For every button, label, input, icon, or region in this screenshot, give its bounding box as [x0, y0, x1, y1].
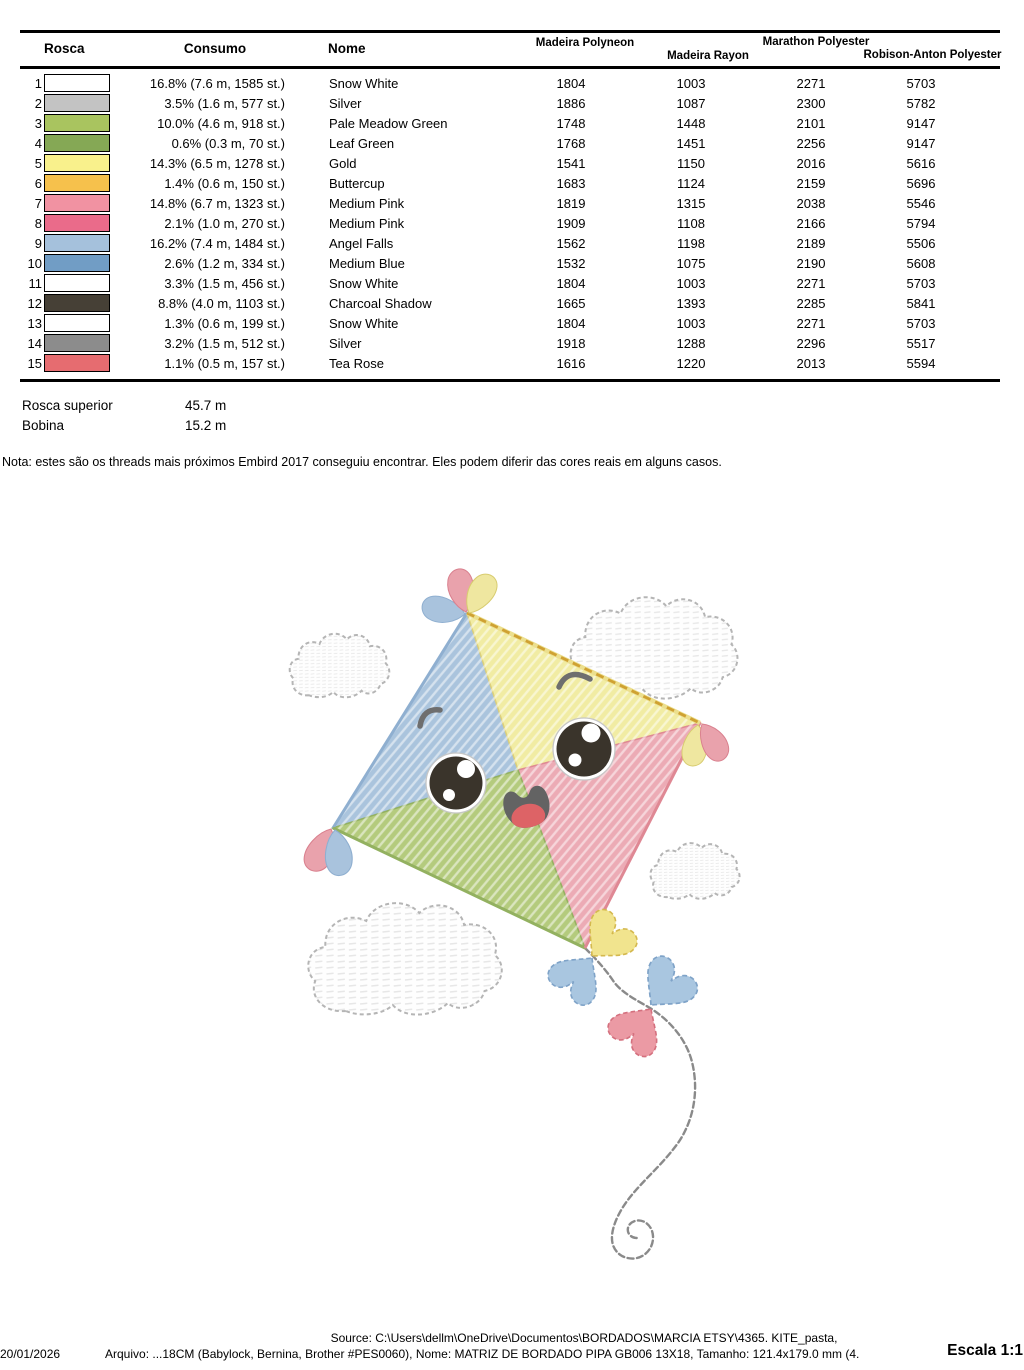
table-row	[20, 333, 1000, 353]
robison-anton-code: 5703	[906, 275, 936, 291]
madeira-rayon-code: 1124	[677, 175, 705, 191]
row-index: 10	[27, 255, 42, 271]
bobina-value: 15.2 m	[185, 417, 227, 433]
madeira-polyneon-code: 1804	[556, 75, 586, 91]
madeira-rayon-code: 1220	[676, 355, 706, 371]
consumo-value: 14.3% (6.5 m, 1278 st.)	[149, 155, 285, 171]
madeira-rayon-code: 1087	[676, 95, 706, 111]
table-header	[20, 30, 1000, 69]
madeira-polyneon-code: 1562	[556, 235, 586, 251]
thread-name: Snow White	[329, 75, 399, 91]
consumo-value: 1.1% (0.5 m, 157 st.)	[164, 355, 285, 371]
table-row	[20, 213, 1000, 233]
table-row	[20, 313, 1000, 333]
table-row	[20, 273, 1000, 293]
thread-name: Gold	[329, 155, 357, 171]
robison-anton-code: 5517	[906, 335, 936, 351]
madeira-polyneon-code: 1665	[556, 295, 586, 311]
thread-name: Buttercup	[329, 175, 385, 191]
table-row	[20, 73, 1000, 93]
madeira-polyneon-code: 1541	[556, 155, 586, 171]
marathon-polyester-code: 2300	[796, 95, 826, 111]
thread-color-swatch	[44, 254, 110, 272]
madeira-polyneon-code: 1909	[556, 215, 586, 231]
thread-color-swatch	[44, 134, 110, 152]
thread-color-swatch	[44, 74, 110, 92]
marathon-polyester-code: 2271	[796, 315, 826, 331]
cloud-right-middle	[650, 843, 739, 899]
robison-anton-code: 5782	[906, 95, 936, 111]
thread-name: Snow White	[329, 315, 399, 331]
madeira-rayon-code: 1288	[676, 335, 706, 351]
thread-color-swatch	[44, 334, 110, 352]
marathon-polyester-code: 2101	[796, 115, 826, 131]
madeira-rayon-code: 1003	[676, 315, 706, 331]
marathon-polyester-code: 2038	[796, 195, 826, 211]
table-row	[20, 133, 1000, 153]
cloud-top-left	[290, 634, 390, 698]
consumo-value: 16.8% (7.6 m, 1585 st.)	[149, 75, 285, 91]
robison-anton-code: 5616	[906, 155, 936, 171]
madeira-rayon-code: 1108	[677, 215, 705, 231]
madeira-rayon-code: 1451	[676, 135, 706, 151]
robison-anton-code: 5506	[906, 235, 936, 251]
summary-bobina	[20, 415, 1000, 435]
madeira-polyneon-code: 1768	[556, 135, 586, 151]
footer-scale: Escala 1:1	[947, 1342, 1023, 1359]
thread-color-swatch	[44, 194, 110, 212]
table-row	[20, 353, 1000, 373]
consumo-value: 0.6% (0.3 m, 70 st.)	[171, 135, 285, 151]
marathon-polyester-code: 2296	[796, 335, 826, 351]
row-index: 2	[34, 95, 42, 111]
footer-date: 20/01/2026	[0, 1347, 61, 1361]
robison-anton-code: 5841	[906, 295, 936, 311]
footer-source-path: Source: C:\Users\dellm\OneDrive\Documentos\BORDADOS\MARCIA ETSY\4365. KITE_pasta,	[330, 1331, 838, 1345]
thread-color-swatch	[44, 274, 110, 292]
madeira-polyneon-code: 1886	[556, 95, 586, 111]
footer-file-info: Arquivo: ...18CM (Babylock, Bernina, Brother #PES0060), Nome: MATRIZ DE BORDADO PIPA GB006 13X18, Tamanho: 121.4x179.0 mm (4.	[105, 1347, 860, 1361]
thread-name: Medium Pink	[329, 195, 405, 211]
row-index: 15	[27, 355, 42, 371]
thread-color-swatch	[44, 234, 110, 252]
right-eye	[553, 718, 615, 780]
consumo-value: 1.3% (0.6 m, 199 st.)	[164, 315, 285, 331]
madeira-rayon-code: 1075	[676, 255, 706, 271]
row-index: 11	[28, 275, 42, 291]
left-eye	[426, 753, 486, 813]
rosca-superior-value: 45.7 m	[185, 397, 227, 413]
thread-name: Angel Falls	[329, 235, 394, 251]
robison-anton-code: 5703	[906, 75, 936, 91]
header-consumo: Consumo	[183, 41, 247, 56]
marathon-polyester-code: 2190	[796, 255, 826, 271]
robison-anton-code: 5696	[906, 175, 936, 191]
thread-table	[20, 30, 1000, 435]
consumo-value: 2.1% (1.0 m, 270 st.)	[164, 215, 285, 231]
marathon-polyester-code: 2159	[796, 175, 826, 191]
marathon-polyester-code: 2013	[796, 355, 826, 371]
table-row	[20, 93, 1000, 113]
row-index: 8	[34, 215, 42, 231]
row-index: 3	[34, 115, 42, 131]
madeira-rayon-code: 1150	[677, 155, 705, 171]
marathon-polyester-code: 2285	[796, 295, 826, 311]
thread-name: Charcoal Shadow	[329, 295, 432, 311]
consumo-value: 3.3% (1.5 m, 456 st.)	[164, 275, 285, 291]
thread-color-swatch	[44, 294, 110, 312]
madeira-rayon-code: 1315	[676, 195, 706, 211]
madeira-rayon-code: 1198	[677, 235, 705, 251]
table-row	[20, 253, 1000, 273]
table-row	[20, 153, 1000, 173]
row-index: 1	[34, 75, 42, 91]
thread-name: Silver	[329, 95, 362, 111]
robison-anton-code: 5608	[906, 255, 936, 271]
marathon-polyester-code: 2016	[796, 155, 826, 171]
madeira-polyneon-code: 1616	[556, 355, 586, 371]
thread-name: Leaf Green	[329, 135, 395, 151]
consumo-value: 14.8% (6.7 m, 1323 st.)	[149, 195, 285, 211]
robison-anton-code: 5546	[906, 195, 936, 211]
robison-anton-code: 5703	[906, 315, 936, 331]
thread-name: Snow White	[329, 275, 399, 291]
row-index: 14	[27, 335, 42, 351]
header-nome: Nome	[328, 41, 366, 56]
marathon-polyester-code: 2271	[796, 75, 826, 91]
row-index: 5	[34, 155, 42, 171]
marathon-polyester-code: 2271	[796, 275, 826, 291]
consumo-value: 8.8% (4.0 m, 1103 st.)	[158, 295, 285, 311]
madeira-rayon-code: 1393	[676, 295, 706, 311]
header-robison-anton-polyester: Robison-Anton Polyester	[863, 49, 1002, 61]
consumo-value: 2.6% (1.2 m, 334 st.)	[164, 255, 285, 271]
thread-rows	[20, 69, 1000, 382]
row-index: 9	[34, 235, 42, 251]
summary-rosca-superior	[20, 395, 1000, 415]
thread-color-swatch	[44, 114, 110, 132]
thread-name: Silver	[329, 335, 362, 351]
marathon-polyester-code: 2166	[796, 215, 826, 231]
thread-name: Pale Meadow Green	[329, 115, 448, 131]
consumo-value: 1.4% (0.6 m, 150 st.)	[164, 175, 285, 191]
header-madeira-rayon: Madeira Rayon	[667, 50, 749, 62]
embird-note: Nota: estes são os threads mais próximos Embird 2017 conseguiu encontrar. Eles podem diferir das cores reais em alguns casos.	[2, 455, 722, 469]
consumo-value: 10.0% (4.6 m, 918 st.)	[157, 115, 285, 131]
thread-color-swatch	[44, 214, 110, 232]
table-row	[20, 233, 1000, 253]
madeira-polyneon-code: 1804	[556, 315, 586, 331]
madeira-polyneon-code: 1918	[556, 335, 586, 351]
robison-anton-code: 9147	[906, 135, 936, 151]
thread-name: Tea Rose	[329, 355, 384, 371]
header-rosca: Rosca	[44, 41, 85, 56]
consumo-value: 16.2% (7.4 m, 1484 st.)	[149, 235, 285, 251]
madeira-rayon-code: 1003	[676, 275, 706, 291]
cloud-bottom-left	[308, 903, 502, 1014]
madeira-rayon-code: 1003	[676, 75, 706, 91]
row-index: 6	[34, 175, 42, 191]
robison-anton-code: 5594	[906, 355, 936, 371]
header-marathon-polyester: Marathon Polyester	[762, 36, 870, 48]
table-row	[20, 293, 1000, 313]
thread-color-swatch	[44, 314, 110, 332]
thread-name: Medium Blue	[329, 255, 405, 271]
kite-embroidery-artwork	[0, 520, 1024, 1290]
bobina-label: Bobina	[22, 417, 65, 433]
header-madeira-polyneon: Madeira Polyneon	[535, 37, 635, 49]
top-corner-bow	[420, 567, 502, 627]
table-row	[20, 113, 1000, 133]
row-index: 12	[27, 295, 42, 311]
madeira-polyneon-code: 1804	[556, 275, 586, 291]
madeira-polyneon-code: 1532	[556, 255, 586, 271]
madeira-polyneon-code: 1819	[556, 195, 586, 211]
robison-anton-code: 9147	[906, 115, 936, 131]
thread-color-swatch	[44, 94, 110, 112]
thread-color-swatch	[44, 174, 110, 192]
rosca-superior-label: Rosca superior	[22, 397, 113, 413]
marathon-polyester-code: 2256	[796, 135, 826, 151]
robison-anton-code: 5794	[906, 215, 936, 231]
consumo-value: 3.5% (1.6 m, 577 st.)	[164, 95, 285, 111]
thread-name: Medium Pink	[329, 215, 405, 231]
table-row	[20, 173, 1000, 193]
thread-color-swatch	[44, 354, 110, 372]
madeira-polyneon-code: 1683	[556, 175, 586, 191]
row-index: 7	[34, 195, 42, 211]
madeira-rayon-code: 1448	[676, 115, 706, 131]
row-index: 4	[34, 135, 42, 151]
table-row	[20, 193, 1000, 213]
marathon-polyester-code: 2189	[796, 235, 826, 251]
consumo-value: 3.2% (1.5 m, 512 st.)	[164, 335, 285, 351]
thread-summary	[20, 395, 1000, 435]
madeira-polyneon-code: 1748	[556, 115, 586, 131]
thread-color-swatch	[44, 154, 110, 172]
row-index: 13	[27, 315, 42, 331]
